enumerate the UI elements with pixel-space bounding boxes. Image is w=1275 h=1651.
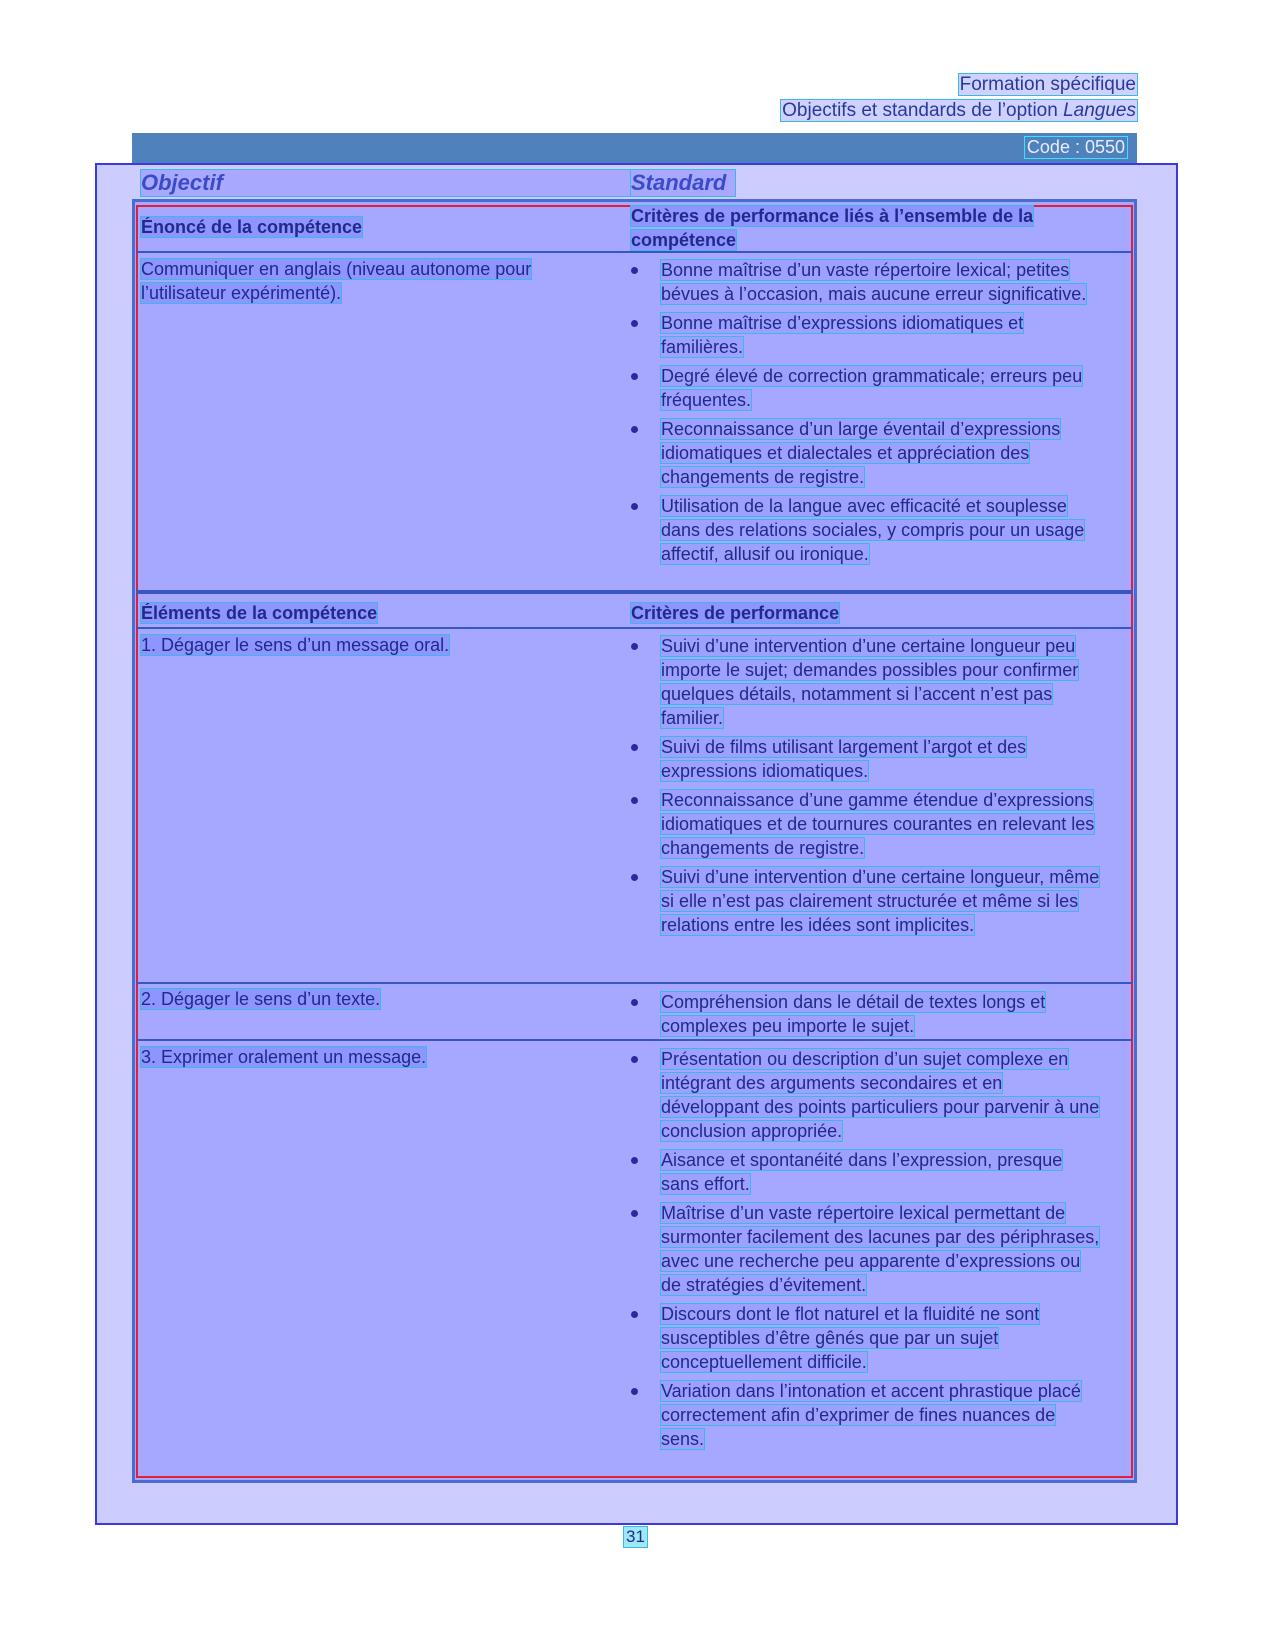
enonce-text: Communiquer en anglais (niveau autonome pour l’utilisateur expérimenté).: [141, 259, 532, 303]
enonce-label: Énoncé de la compétence: [141, 217, 363, 237]
row-divider: [136, 251, 1133, 253]
list-item: Suivi d’une intervention d’une certaine longueur, même si elle n’est pas clairement structurée et même si les relations entre les idées sont implicites.: [631, 865, 1101, 937]
element-1-label: 1. Dégager le sens d’un message oral.: [141, 635, 450, 655]
bullet-icon: [631, 1388, 638, 1395]
bullet-icon: [631, 643, 638, 650]
bullet-icon: [631, 1056, 638, 1063]
list-item: Bonne maîtrise d’expressions idiomatiques et familières.: [631, 311, 1101, 359]
bullet-icon: [631, 1210, 638, 1217]
bullet-icon: [631, 320, 638, 327]
bullet-icon: [631, 1157, 638, 1164]
list-item: Reconnaissance d’un large éventail d’expressions idiomatiques et dialectales et appréciation des changements de registre.: [631, 417, 1101, 489]
row-divider: [136, 1039, 1133, 1041]
list-item: Suivi d’une intervention d’une certaine longueur peu importe le sujet; demandes possibles pour confirmer quelques détails, notamment si l’accent n’est pas familier.: [631, 634, 1101, 730]
list-item: Reconnaissance d’une gamme étendue d’expressions idiomatiques et de tournures courantes en relevant les changements de registre.: [631, 788, 1101, 860]
code-label: Code : 0550: [1026, 137, 1125, 157]
elements-label: Éléments de la compétence: [141, 603, 378, 623]
element-2-criteres: [631, 990, 1101, 1043]
row-divider: [136, 627, 1133, 629]
list-item: Maîtrise d’un vaste répertoire lexical permettant de surmonter facilement des lacunes par des périphrases, avec une recherche peu apparente d’expressions ou de stratégies d’évitement.: [631, 1201, 1101, 1297]
section-divider: [136, 590, 1133, 594]
bullet-icon: [631, 373, 638, 380]
list-item: Bonne maîtrise d’un vaste répertoire lexical; petites bévues à l’occasion, mais aucune erreur significative.: [631, 258, 1101, 306]
list-item: Degré élevé de correction grammaticale; erreurs peu fréquentes.: [631, 364, 1101, 412]
bullet-icon: [631, 426, 638, 433]
criteres-performance-label: Critères de performance: [631, 603, 840, 623]
code-bar: [132, 133, 1137, 163]
page-number: 31: [626, 1527, 645, 1546]
element-3-label: 3. Exprimer oralement un message.: [141, 1047, 427, 1067]
column-head-objectif: Objectif: [141, 170, 631, 196]
list-item: Discours dont le flot naturel et la fluidité ne sont susceptibles d’être gênés que par un sujet conceptuellement difficile.: [631, 1302, 1101, 1374]
bullet-icon: [631, 503, 638, 510]
bullet-icon: [631, 999, 638, 1006]
list-item: Aisance et spontanéité dans l’expression, presque sans effort.: [631, 1148, 1101, 1196]
list-item: Présentation ou description d’un sujet complexe en intégrant des arguments secondaires et en développant des points particuliers pour parvenir à une conclusion appropriée.: [631, 1047, 1101, 1143]
header-line-1: Formation spécifique: [959, 74, 1136, 95]
bullet-icon: [631, 874, 638, 881]
list-item: Suivi de films utilisant largement l’argot et des expressions idiomatiques.: [631, 735, 1101, 783]
list-item: Utilisation de la langue avec efficacité et souplesse dans des relations sociales, y compris pour un usage affectif, allusif ou ironique.: [631, 494, 1101, 566]
element-1-criteres: [631, 634, 1101, 942]
column-head-standard: Standard: [631, 170, 735, 196]
criteres-ensemble-list: [631, 258, 1101, 571]
bullet-icon: [631, 267, 638, 274]
row-divider: [136, 982, 1133, 984]
bullet-icon: [631, 797, 638, 804]
criteres-ensemble-label: Critères de performance liés à l’ensemble de la compétence: [631, 206, 1034, 250]
list-item: Compréhension dans le détail de textes longs et complexes peu importe le sujet.: [631, 990, 1101, 1038]
bullet-icon: [631, 744, 638, 751]
list-item: Variation dans l’intonation et accent phrastique placé correctement afin d’exprimer de fines nuances de sens.: [631, 1379, 1101, 1451]
element-2-label: 2. Dégager le sens d’un texte.: [141, 989, 381, 1009]
header-line-2: Objectifs et standards de l’option Langues: [782, 100, 1136, 121]
element-3-criteres: [631, 1047, 1101, 1456]
bullet-icon: [631, 1311, 638, 1318]
